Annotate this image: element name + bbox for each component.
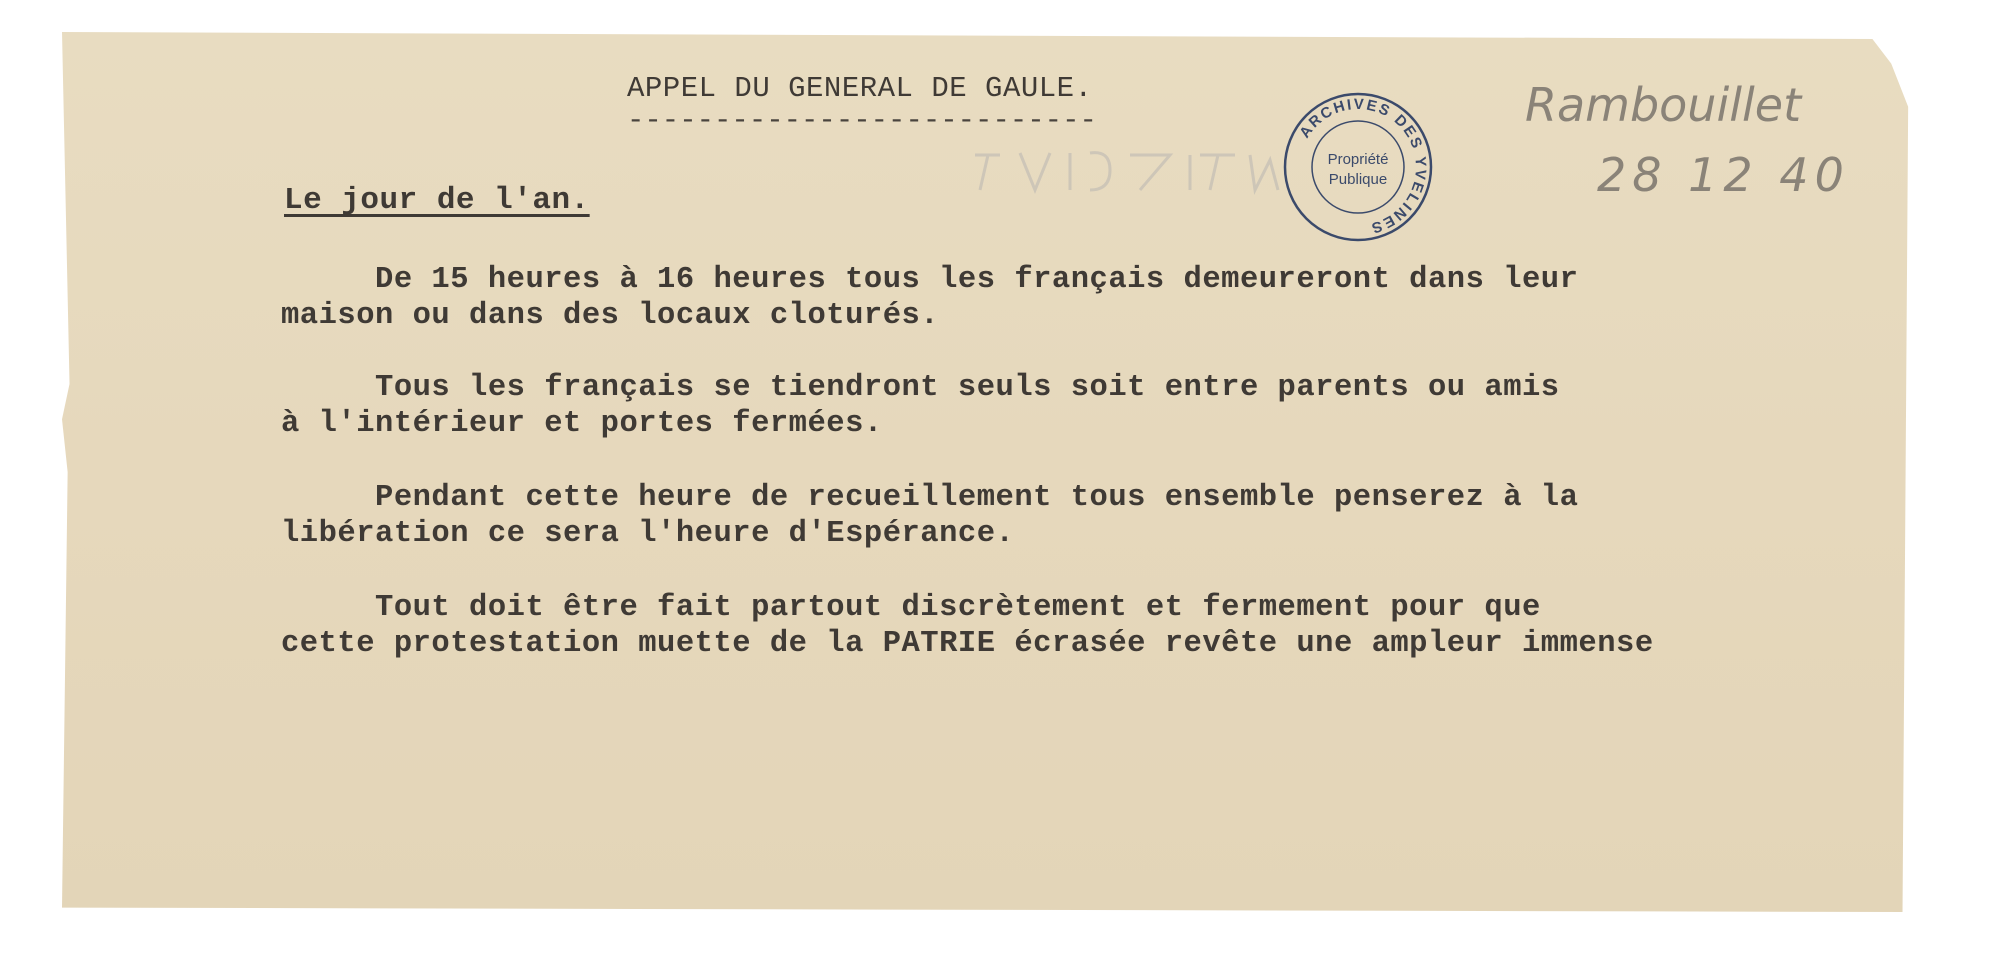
handwritten-date: 28 12 40: [1597, 148, 1850, 202]
stamp-center-line1: Propriété: [1327, 151, 1389, 168]
handwritten-place: Rambouillet: [1525, 78, 1802, 132]
paragraph-1: De 15 heures à 16 heures tous les français demeureront dans leur maison ou dans des locaux cloturés.: [281, 263, 1579, 333]
document-subheading: Le jour de l'an.: [284, 183, 590, 218]
archive-stamp: [1283, 92, 1433, 242]
title-underline-rule: ---------------------------: [627, 104, 1097, 137]
document-title: APPEL DU GENERAL DE GAULE.: [627, 72, 1093, 105]
handwritten-annotation: [1525, 76, 1905, 206]
paragraph-2: Tous les français se tiendront seuls soit entre parents ou amis à l'intérieur et portes fermées.: [281, 371, 1560, 441]
faint-inventory-mark: [960, 135, 1290, 205]
stamp-center-line2: Publique: [1328, 171, 1388, 188]
stamp-ring-text: ARCHIVES DES YVELINES: [1296, 95, 1430, 237]
paragraph-4: Tout doit être fait partout discrètement et fermement pour que cette protestation muette de la PATRIE écrasée revête une ampleur immense: [281, 591, 1654, 661]
paragraph-3: Pendant cette heure de recueillement tous ensemble penserez à la libération ce sera l'heure d'Espérance.: [281, 481, 1579, 551]
